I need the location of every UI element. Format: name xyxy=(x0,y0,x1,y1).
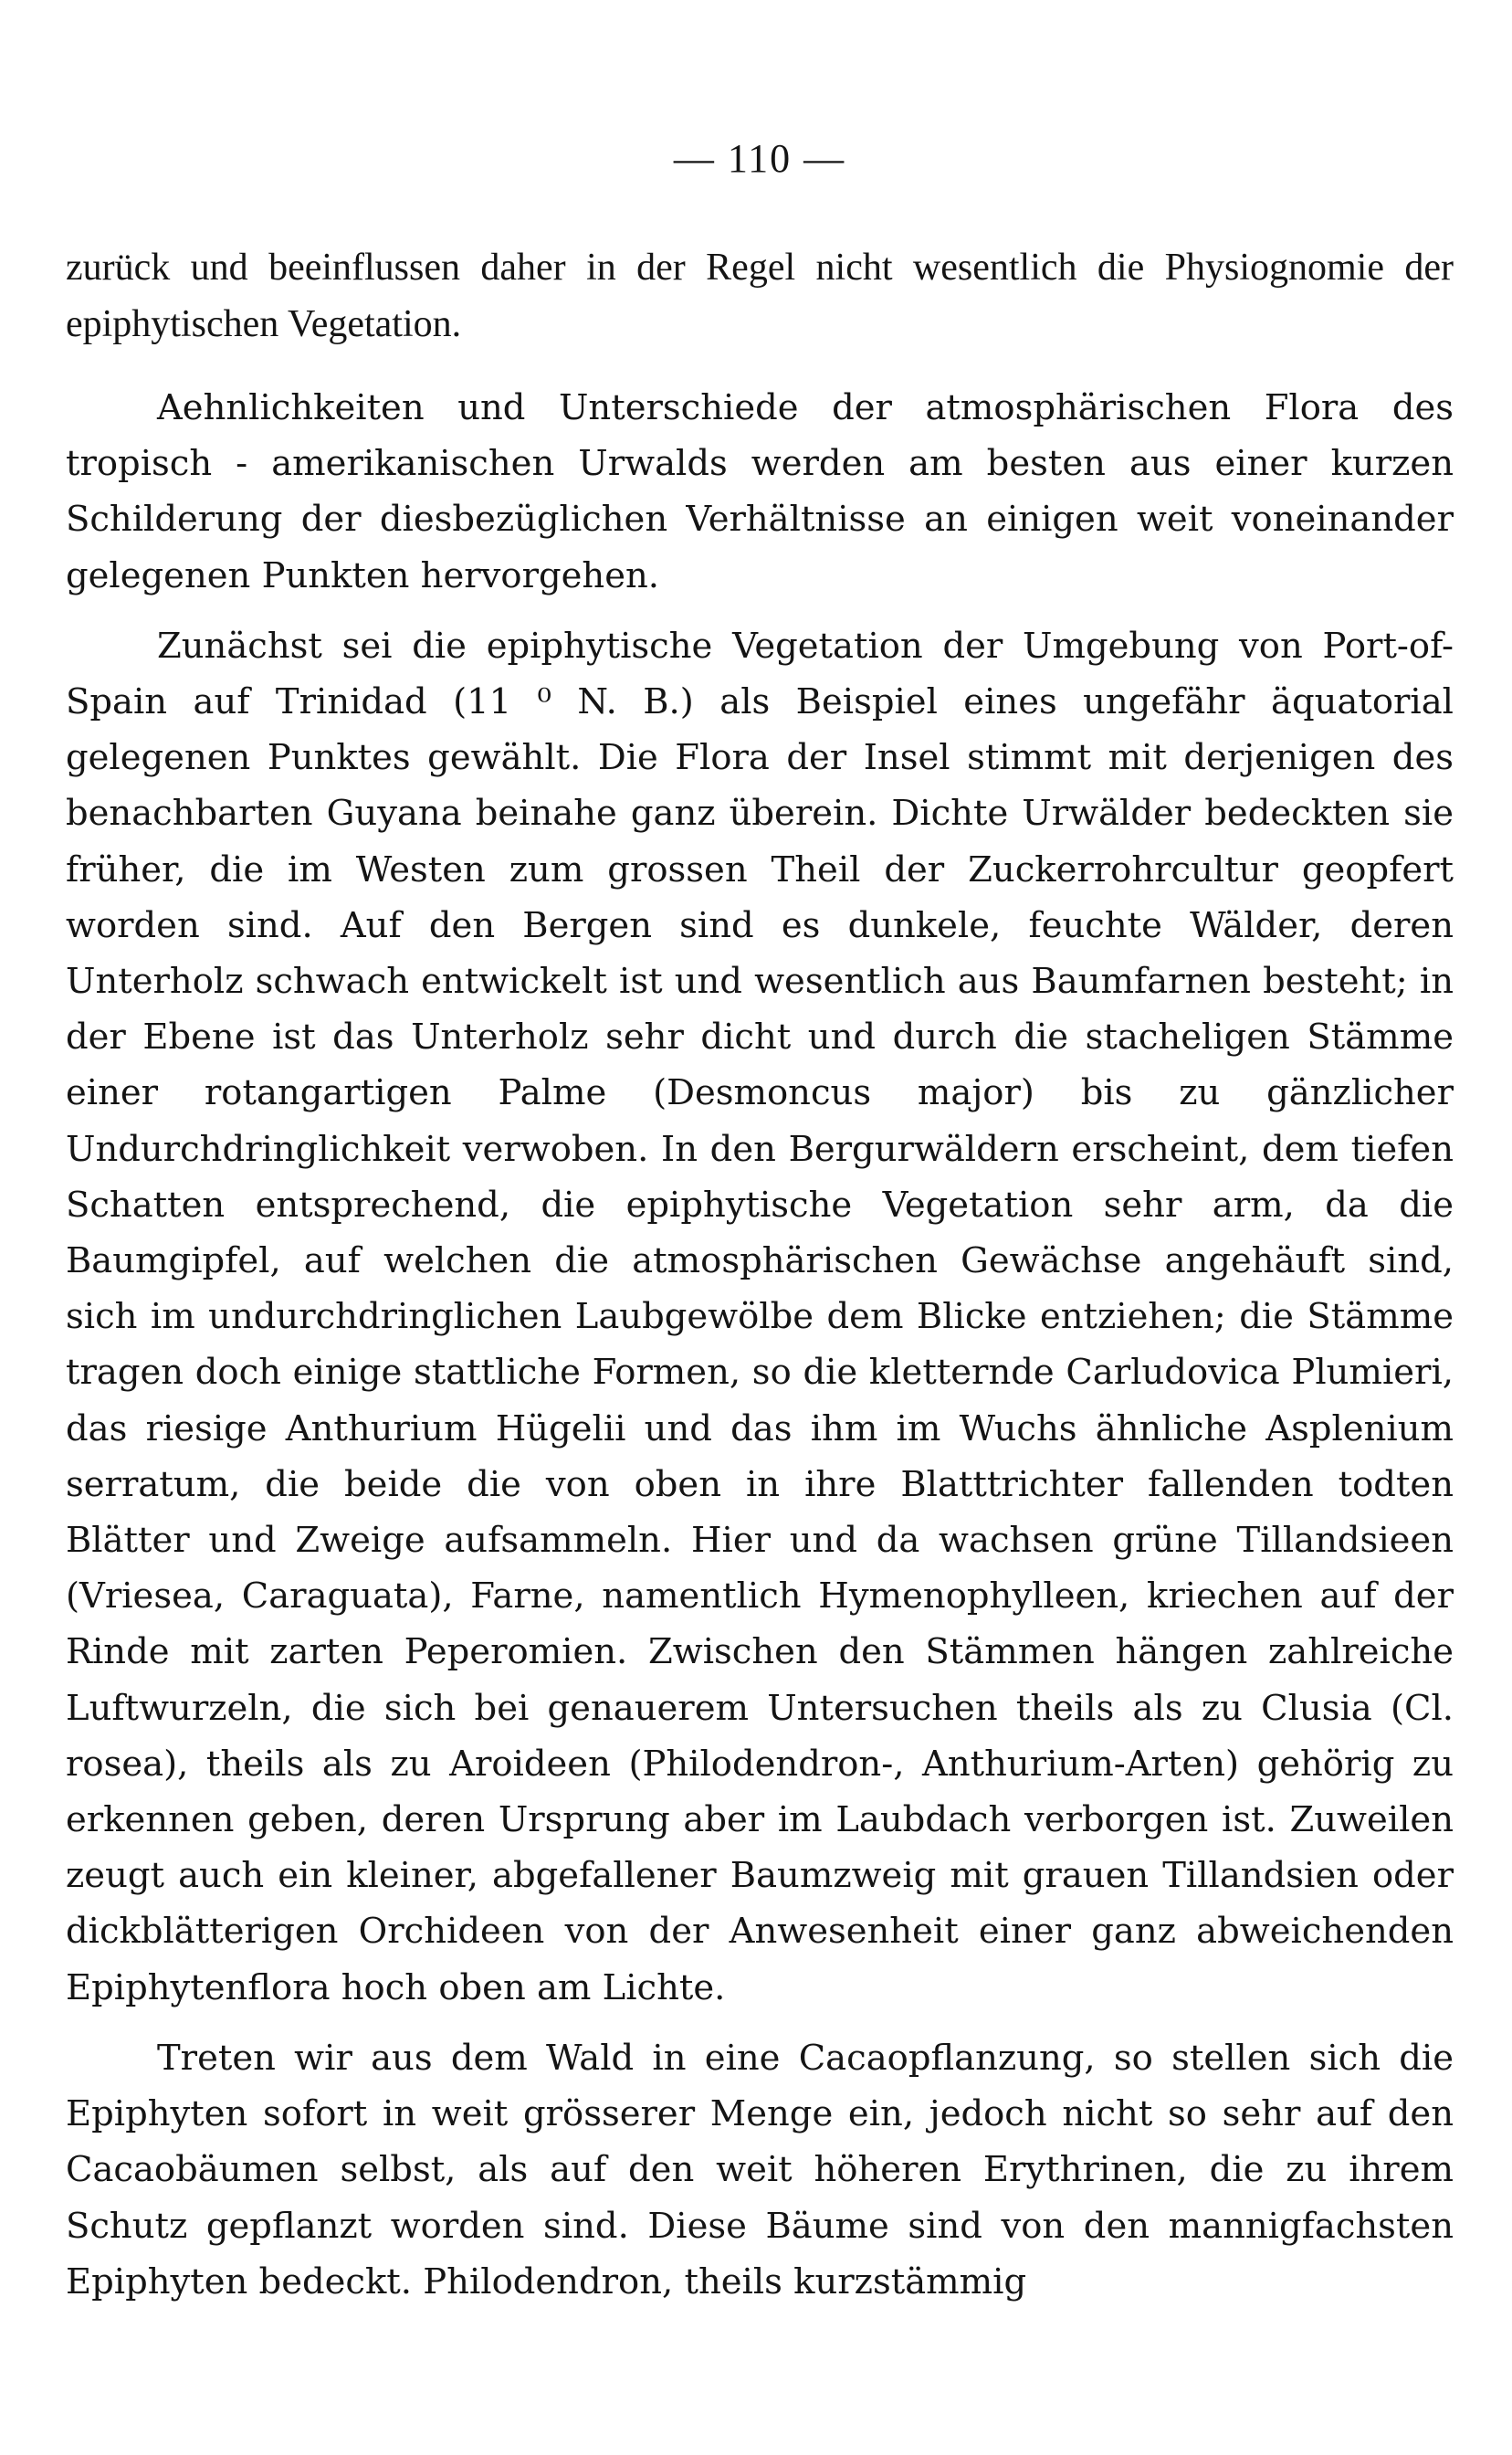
paragraph-continuation: zurück und beeinflussen daher in der Regel nicht wesentlich die Physiognomie der epiphytischen Vegetation. xyxy=(66,247,1454,345)
paragraph-similarities: Aehnlichkeiten und Unterschiede der atmosphärischen Flora des tropisch - amerikanischen Urwalds werden am besten aus einer kurzen Schilderung der diesbezüglichen Verhältnisse an einigen weit voneinander gelegenen Punkten hervorgehen. xyxy=(66,387,1454,596)
paragraph-cacao-plantation: Treten wir aus dem Wald in eine Cacaopflanzung, so stellen sich die Epiphyten sofort in weit grösserer Menge ein, jedoch nicht so sehr auf den Cacaobäumen selbst, als auf den weit höheren Erythrinen, die zu ihrem Schutz gepflanzt worden sind. Diese Bäume sind von den mannigfachsten Epiphyten bedeckt. Philodendron, theils kurzstämmig xyxy=(66,2037,1454,2302)
page-number: — 110 — xyxy=(673,136,846,181)
body-text xyxy=(66,239,1454,2324)
book-page xyxy=(66,0,1454,2455)
paragraph-trinidad: Zunächst sei die epiphytische Vegetation der Umgebung von Port-of-Spain auf Trinidad (11 ⁰ N. B.) als Beispiel eines ungefähr äquatorial gelegenen Punktes gewählt. Die Flora der Insel stimmt mit derjenigen des benachbarten Guyana beinahe ganz überein. Dichte Urwälder bedeckten sie früher, die im Westen zum grossen Theil der Zuckerrohrcultur geopfert worden sind. Auf den Bergen sind es dunkele, feuchte Wälder, deren Unterholz schwach entwickelt ist und wesentlich aus Baumfarnen besteht; in der Ebene ist das Unterholz sehr dicht und durch die stacheligen Stämme einer rotangartigen Palme (Desmoncus major) bis zu gänzlicher Undurchdringlichkeit verwoben. In den Bergurwäldern erscheint, dem tiefen Schatten entsprechend, die epiphytische Vegetation sehr arm, da die Baumgipfel, auf welchen die atmosphärischen Gewächse angehäuft sind, sich im undurchdringlichen Laubgewölbe dem Blicke entziehen; die Stämme tragen doch einige stattliche Formen, so die kletternde Carludovica Plumieri, das riesige Anthurium Hügelii und das ihm im Wuchs ähnliche Asplenium serratum, die beide die von oben in ihre Blatttrichter fallenden todten Blätter und Zweige aufsammeln. Hier und da wachsen grüne Tillandsieen (Vriesea, Caraguata), Farne, namentlich Hymenophylleen, kriechen auf der Rinde mit zarten Peperomien. Zwischen den Stämmen hängen zahlreiche Luftwurzeln, die sich bei genauerem Untersuchen theils als zu Clusia (Cl. rosea), theils als zu Aroideen (Philodendron-, Anthurium-Arten) gehörig zu erkennen geben, deren Ursprung aber im Laubdach verborgen ist. Zuweilen zeugt auch ein kleiner, abgefallener Baumzweig mit grauen Tillandsien oder dickblätterigen Orchideen von der Anwesenheit einer ganz abweichenden Epiphytenflora hoch oben am Lichte. xyxy=(66,625,1454,2008)
